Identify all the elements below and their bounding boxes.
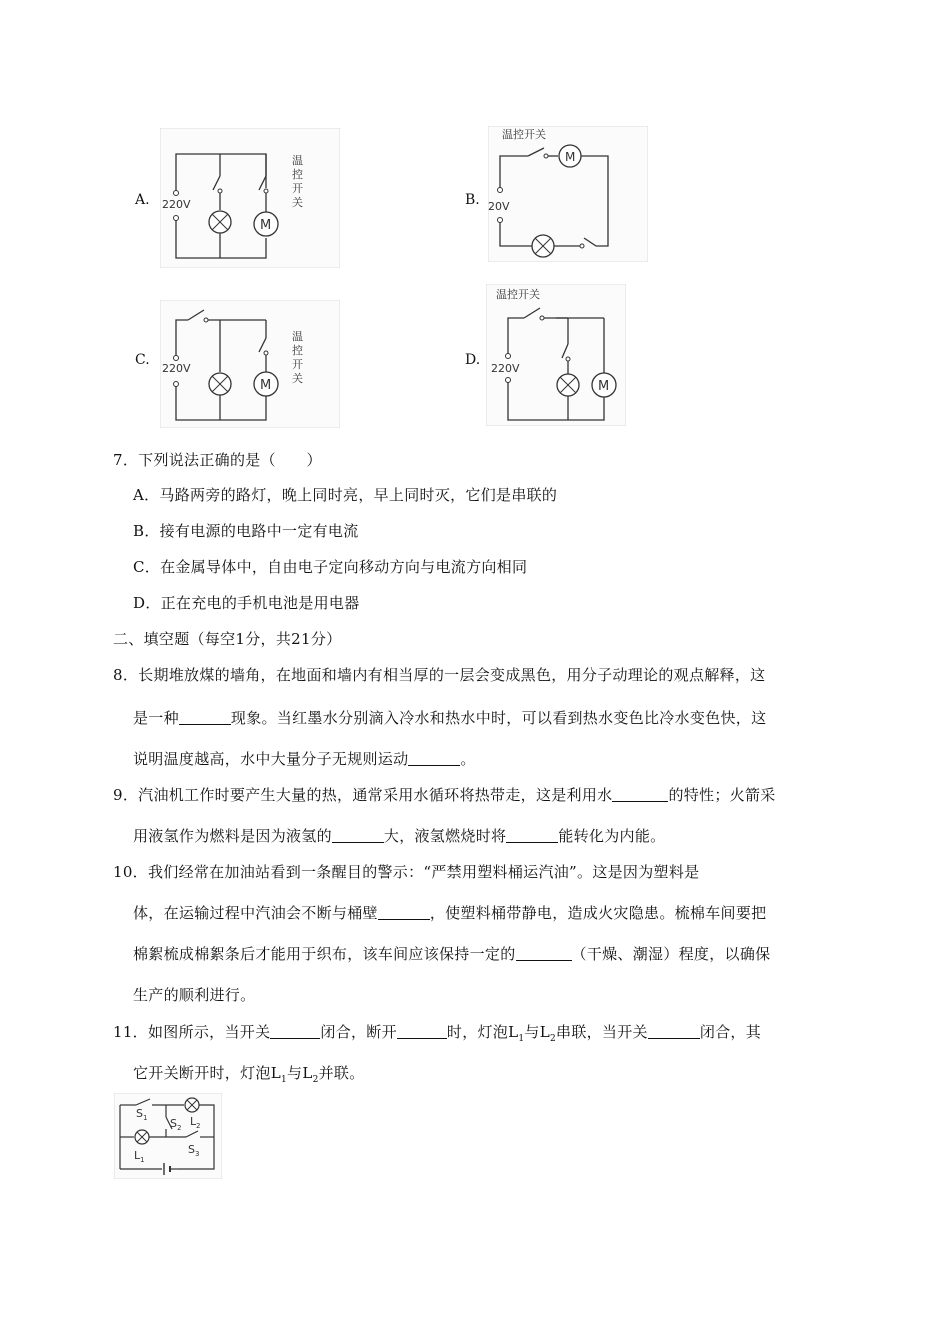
- answer-blank[interactable]: [332, 828, 384, 843]
- q9-line-2: 用液氢作为燃料是因为液氢的 大，液氢燃烧时将 能转化为内能。: [133, 827, 666, 845]
- q7-option-a: A．马路两旁的路灯，晚上同时亮，早上同时灭，它们是串联的: [133, 486, 558, 504]
- svg-text:2: 2: [196, 1122, 201, 1130]
- svg-text:控: 控: [292, 168, 303, 181]
- q11-line-2: 它开关断开时，灯泡$L_1$与$L_2$并联。: [133, 1064, 365, 1085]
- answer-blank[interactable]: [648, 1024, 700, 1039]
- q8-line-3: 说明温度越高，水中大量分子无规则运动 。: [133, 750, 476, 768]
- motor-label: M: [260, 218, 272, 233]
- answer-blank[interactable]: [612, 787, 668, 802]
- svg-text:S: S: [170, 1117, 177, 1130]
- svg-text:关: 关: [292, 372, 303, 385]
- svg-text:温控开关: 温控开关: [496, 288, 540, 301]
- svg-text:关: 关: [292, 196, 303, 209]
- q7-stem: 7．下列说法正确的是（ ）: [113, 451, 322, 469]
- q10-line-2: 体，在运输过程中汽油会不断与桶壁 ，使塑料桶带静电，造成火灾隐患。梳棉车间要把: [133, 904, 767, 922]
- svg-text:开: 开: [292, 182, 303, 195]
- svg-text:S: S: [188, 1143, 195, 1156]
- q11-circuit-figure: [114, 1093, 222, 1179]
- q9-line-1: 9．汽油机工作时要产生大量的热，通常采用水循环将热带走，这是利用水 的特性；火箭采: [113, 786, 776, 804]
- option-letter: A.: [135, 192, 150, 208]
- svg-text:温控开关: 温控开关: [502, 128, 546, 141]
- svg-text:开: 开: [292, 358, 303, 371]
- svg-text:S: S: [136, 1107, 143, 1120]
- q8-line-1: 8．长期堆放煤的墙角，在地面和墙内有相当厚的一层会变成黑色，用分子动理论的观点解释，这: [113, 666, 766, 684]
- svg-text:1: 1: [140, 1156, 145, 1164]
- svg-text:L: L: [190, 1115, 197, 1128]
- svg-text:温: 温: [292, 330, 303, 343]
- voltage-label: 20V: [488, 200, 510, 213]
- q8-line-2: 是一种 现象。当红墨水分别滴入冷水和热水中时，可以看到热水变色比冷水变色快，这: [133, 709, 767, 727]
- voltage-label: 220V: [162, 198, 191, 211]
- voltage-label: 220V: [162, 362, 191, 375]
- svg-text:控: 控: [292, 344, 303, 357]
- svg-text:温: 温: [292, 154, 303, 167]
- section-title: 二、填空题（每空1分，共21分）: [113, 630, 342, 648]
- svg-text:M: M: [598, 379, 610, 394]
- answer-blank[interactable]: [516, 946, 572, 961]
- q11-line-1: 11．如图所示，当开关 闭合，断开 时，灯泡$L_1$与$L_2$串联，当开关 闭合，其: [113, 1023, 762, 1044]
- svg-text:1: 1: [143, 1114, 148, 1122]
- answer-blank[interactable]: [408, 751, 460, 766]
- q7-option-d: D．正在充电的手机电池是用电器: [133, 594, 360, 612]
- answer-blank[interactable]: [179, 710, 231, 725]
- q7-option-b: B．接有电源的电路中一定有电流: [133, 522, 359, 540]
- answer-blank[interactable]: [397, 1024, 447, 1039]
- q7-option-c: C．在金属导体中，自由电子定向移动方向与电流方向相同: [133, 558, 528, 576]
- svg-text:M: M: [260, 378, 272, 393]
- q10-line-4: 生产的顺利进行。: [133, 986, 256, 1004]
- svg-text:3: 3: [195, 1150, 200, 1158]
- svg-text:L: L: [134, 1149, 141, 1162]
- option-letter: B.: [465, 192, 480, 208]
- q10-line-1: 10．我们经常在加油站看到一条醒目的警示：“严禁用塑料桶运汽油”。这是因为塑料是: [113, 863, 700, 881]
- voltage-label: 220V: [491, 362, 520, 375]
- answer-blank[interactable]: [270, 1024, 320, 1039]
- option-letter: C.: [135, 352, 150, 368]
- answer-blank[interactable]: [506, 828, 558, 843]
- option-letter: D.: [465, 352, 481, 368]
- answer-blank[interactable]: [378, 905, 430, 920]
- svg-text:M: M: [565, 150, 576, 164]
- svg-text:2: 2: [177, 1124, 182, 1132]
- q10-line-3: 棉絮梳成棉絮条后才能用于织布，该车间应该保持一定的 （干燥、潮湿）程度，以确保: [133, 945, 771, 963]
